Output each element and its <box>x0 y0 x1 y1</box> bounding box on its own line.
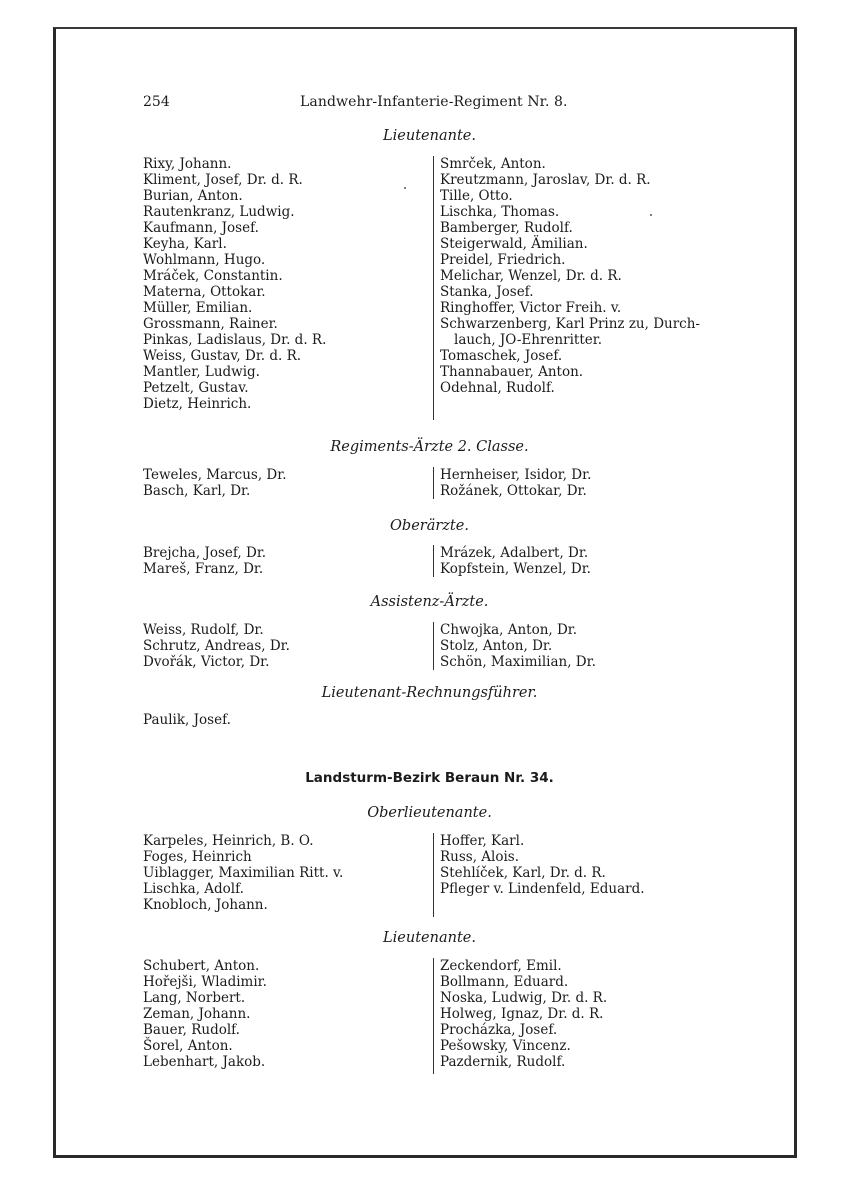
name-entry: Basch, Karl, Dr. <box>143 483 251 499</box>
regimentsaerzte-left-column <box>143 467 286 499</box>
name-entry: Rixy, Johann. <box>143 156 232 172</box>
name-entry: Teweles, Marcus, Dr. <box>143 467 287 483</box>
name-entry: Preidel, Friedrich. <box>440 252 566 268</box>
name-entry: Mrázek, Adalbert, Dr. <box>440 545 589 561</box>
name-entry: Mráček, Constantin. <box>143 268 283 284</box>
lieutenante-left-column <box>143 156 326 412</box>
name-entry: Pfleger v. Lindenfeld, Eduard. <box>440 881 645 897</box>
name-entry: Schwarzenberg, Karl Prinz zu, Durch- <box>440 316 700 332</box>
name-entry: Wohlmann, Hugo. <box>143 252 266 268</box>
name-entry: Karpeles, Heinrich, B. O. <box>143 833 314 849</box>
name-entry: Tille, Otto. <box>440 188 513 204</box>
name-entry: Rožánek, Ottokar, Dr. <box>440 483 587 499</box>
name-entry: Melichar, Wenzel, Dr. d. R. <box>440 268 622 284</box>
name-entry: Bollmann, Eduard. <box>440 974 569 990</box>
running-title: Landwehr-Infanterie-Regiment Nr. 8. <box>300 94 568 110</box>
name-entry: Hoffer, Karl. <box>440 833 525 849</box>
name-entry: Procházka, Josef. <box>440 1022 558 1038</box>
name-entry: Dvořák, Victor, Dr. <box>143 654 270 670</box>
name-entry: Schubert, Anton. <box>143 958 260 974</box>
name-entry: Lischka, Thomas. <box>440 204 560 220</box>
name-entry: Pešowsky, Vincenz. <box>440 1038 571 1054</box>
name-entry: Holweg, Ignaz, Dr. d. R. <box>440 1006 604 1022</box>
name-entry: Kliment, Josef, Dr. d. R. <box>143 172 303 188</box>
section-heading-oberlieutenante: Oberlieutenante. <box>367 805 492 821</box>
name-entry: Zeman, Johann. <box>143 1006 251 1022</box>
name-entry: Bamberger, Rudolf. <box>440 220 573 236</box>
name-entry: Schrutz, Andreas, Dr. <box>143 638 290 654</box>
name-entry: Šorel, Anton. <box>143 1038 233 1054</box>
paper-speck <box>404 187 406 189</box>
name-entry: Thannabauer, Anton. <box>440 364 584 380</box>
name-entry: Mantler, Ludwig. <box>143 364 260 380</box>
name-entry: Steigerwald, Ämilian. <box>440 236 588 252</box>
section-heading-landsturm: Landsturm-Bezirk Beraun Nr. 34. <box>305 770 554 786</box>
name-entry: Odehnal, Rudolf. <box>440 380 555 396</box>
name-entry: Grossmann, Rainer. <box>143 316 278 332</box>
oberaerzte-right-column <box>433 545 591 577</box>
name-entry: Dietz, Heinrich. <box>143 396 252 412</box>
name-entry: Lebenhart, Jakob. <box>143 1054 266 1070</box>
section-heading-assistenzaerzte: Assistenz-Ärzte. <box>370 594 489 610</box>
name-entry: Bauer, Rudolf. <box>143 1022 240 1038</box>
name-entry: lauch, JO-Ehrenritter. <box>454 332 602 348</box>
lieutenante-landsturm-left-column <box>143 958 267 1070</box>
name-entry: Lang, Norbert. <box>143 990 246 1006</box>
paper-speck <box>650 214 652 216</box>
section-heading-rechnungsfuehrer: Lieutenant-Rechnungsführer. <box>321 685 538 701</box>
rechnungsfuehrer-left-column <box>143 712 231 728</box>
name-entry: Uiblagger, Maximilian Ritt. v. <box>143 865 344 881</box>
name-entry: Pinkas, Ladislaus, Dr. d. R. <box>143 332 327 348</box>
name-entry: Stehlíček, Karl, Dr. d. R. <box>440 865 606 881</box>
name-entry: Keyha, Karl. <box>143 236 227 252</box>
name-entry: Kaufmann, Josef. <box>143 220 259 236</box>
section-heading-regimentsaerzte: Regiments-Ärzte 2. Classe. <box>330 439 529 455</box>
lieutenante-right-column <box>433 156 700 420</box>
section-heading-lieutenante: Lieutenante. <box>383 128 476 144</box>
oberlieutenante-right-column <box>433 833 645 917</box>
regimentsaerzte-right-column <box>433 467 591 499</box>
name-entry: Foges, Heinrich <box>143 849 252 865</box>
name-entry: Smrček, Anton. <box>440 156 546 172</box>
name-entry: Chwojka, Anton, Dr. <box>440 622 578 638</box>
name-entry: Kreutzmann, Jaroslav, Dr. d. R. <box>440 172 651 188</box>
name-entry: Kopfstein, Wenzel, Dr. <box>440 561 591 577</box>
name-entry: Weiss, Rudolf, Dr. <box>143 622 264 638</box>
page-number: 254 <box>143 94 170 110</box>
name-entry: Petzelt, Gustav. <box>143 380 249 396</box>
name-entry: Weiss, Gustav, Dr. d. R. <box>143 348 302 364</box>
assistenzaerzte-right-column <box>433 622 596 670</box>
name-entry: Hernheiser, Isidor, Dr. <box>440 467 592 483</box>
name-entry: Stanka, Josef. <box>440 284 534 300</box>
name-entry: Knobloch, Johann. <box>143 897 268 913</box>
name-entry: Stolz, Anton, Dr. <box>440 638 553 654</box>
name-entry: Burian, Anton. <box>143 188 243 204</box>
section-heading-oberaerzte: Oberärzte. <box>390 518 469 534</box>
name-entry: Lischka, Adolf. <box>143 881 244 897</box>
name-entry: Ringhoffer, Victor Freih. v. <box>440 300 622 316</box>
name-entry: Zeckendorf, Emil. <box>440 958 562 974</box>
name-entry: Tomaschek, Josef. <box>440 348 563 364</box>
lieutenante-landsturm-right-column <box>433 958 607 1074</box>
name-entry: Pazdernik, Rudolf. <box>440 1054 566 1070</box>
oberlieutenante-left-column <box>143 833 343 913</box>
name-entry: Hořejši, Wladimir. <box>143 974 267 990</box>
name-entry: Mareš, Franz, Dr. <box>143 561 264 577</box>
name-entry: Paulik, Josef. <box>143 712 231 728</box>
name-entry: Brejcha, Josef, Dr. <box>143 545 267 561</box>
name-entry: Rautenkranz, Ludwig. <box>143 204 295 220</box>
oberaerzte-left-column <box>143 545 266 577</box>
assistenzaerzte-left-column <box>143 622 290 670</box>
name-entry: Müller, Emilian. <box>143 300 253 316</box>
name-entry: Noska, Ludwig, Dr. d. R. <box>440 990 608 1006</box>
name-entry: Schön, Maximilian, Dr. <box>440 654 596 670</box>
name-entry: Russ, Alois. <box>440 849 520 865</box>
section-heading-lieutenante-landsturm: Lieutenante. <box>383 930 476 946</box>
name-entry: Materna, Ottokar. <box>143 284 266 300</box>
